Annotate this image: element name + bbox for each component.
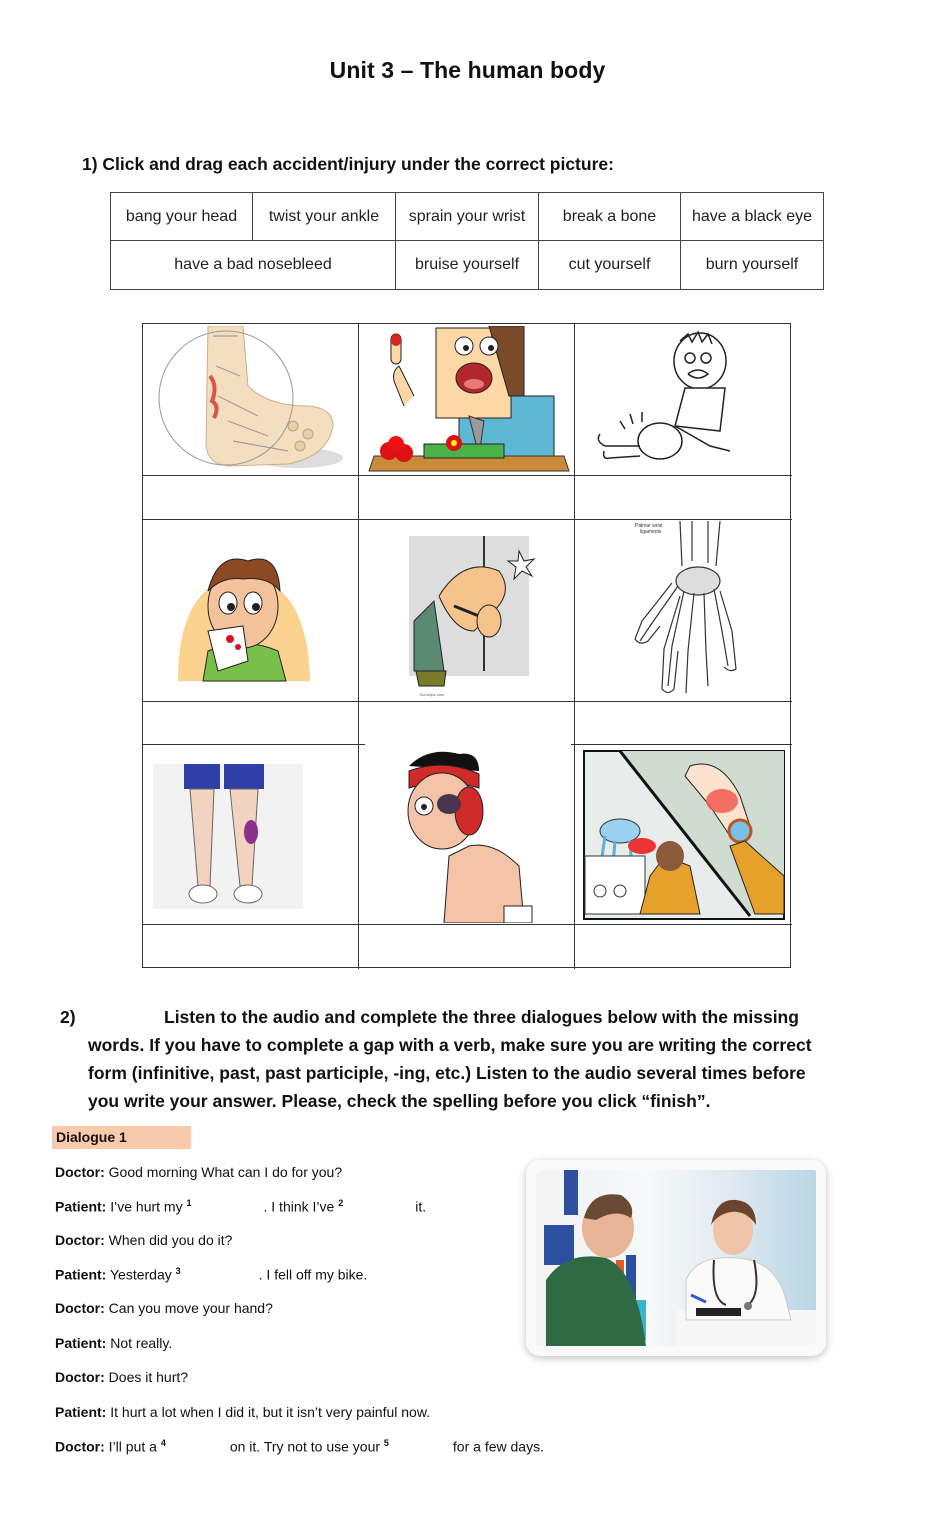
dialogue-text: it. — [415, 1198, 427, 1215]
svg-text:Toonclips.com: Toonclips.com — [419, 692, 445, 697]
gap-number: 1 — [186, 1198, 192, 1208]
speaker-label: Patient: — [55, 1335, 107, 1351]
exercise-2-number: 2) — [60, 1007, 76, 1027]
gap-input-5[interactable] — [389, 1439, 453, 1457]
draggable-word-burn-yourself[interactable]: burn yourself — [705, 256, 799, 273]
gap-number: 5 — [383, 1438, 389, 1448]
dialogue-line — [55, 1300, 273, 1316]
draggable-word-have-a-black-eye[interactable]: have a black eye — [691, 207, 813, 225]
answer-drop-zone-1[interactable] — [143, 476, 358, 519]
dialogue-text: Does it hurt? — [104, 1369, 189, 1385]
draggable-word-bang-your-head[interactable]: bang your head — [111, 193, 253, 240]
dialogue-text: Can you move your hand? — [104, 1300, 273, 1316]
dialogue-line — [55, 1198, 426, 1217]
grid-divider — [574, 324, 575, 969]
answer-drop-zone-6[interactable] — [575, 702, 791, 744]
dialogue-text: for a few days. — [452, 1438, 544, 1455]
dialogue-text: I’ve hurt my — [106, 1198, 187, 1215]
draggable-word-bruise-yourself[interactable]: bruise yourself — [396, 241, 539, 289]
broken-leg-sketch-icon — [580, 326, 788, 474]
draggable-word-sprain-your-wrist[interactable]: sprain your wrist — [396, 193, 539, 240]
dialogue-line — [55, 1266, 367, 1285]
burned-hand-illustration-icon — [580, 746, 788, 923]
draggable-word-twist-your-ankle[interactable]: twist your ankle — [253, 193, 396, 240]
gap-number: 2 — [338, 1198, 344, 1208]
bruised-leg-illustration-icon — [148, 746, 356, 923]
dialogue-text: Not really. — [106, 1335, 173, 1351]
dialogue-text: . I think I’ve — [263, 1198, 339, 1215]
bang-head-cartoon-icon — [364, 521, 572, 699]
speaker-label: Doctor: — [55, 1300, 105, 1316]
dialogue-text: Yesterday — [106, 1266, 176, 1283]
injured-ankle-illustration-icon — [148, 326, 356, 474]
dialogue-text: I’ll put a — [104, 1438, 161, 1455]
speaker-label: Doctor: — [55, 1232, 105, 1248]
gap-input-3[interactable] — [181, 1267, 259, 1285]
black-eye-boxer-cartoon-icon — [364, 746, 572, 923]
speaker-label: Doctor: — [55, 1164, 105, 1180]
grid-divider — [358, 324, 359, 969]
draggable-word-cut-yourself[interactable]: cut yourself — [539, 241, 681, 289]
dialogue-text: It hurt a lot when I did it, but it isn’t very painful now. — [106, 1404, 431, 1420]
dialogue-line — [55, 1369, 188, 1385]
gap-input-4[interactable] — [166, 1439, 230, 1457]
gap-input-1[interactable] — [192, 1199, 264, 1217]
palmar-wrist-label: Palmar wrist — [635, 523, 663, 529]
dialogue-text: Good morning What can I do for you? — [104, 1164, 343, 1180]
draggable-word-have-a-bad-nosebleed[interactable]: have a bad nosebleed — [111, 241, 396, 289]
speaker-label: Patient: — [55, 1266, 107, 1283]
doctor-patient-photo-icon — [536, 1170, 816, 1346]
answer-drop-zone-2[interactable] — [359, 476, 574, 519]
word-bank-row-2 — [111, 241, 823, 289]
gap-input-2[interactable] — [343, 1199, 415, 1217]
instruction-line-3: form (infinitive, past, past participle, -ing, etc.) Listen to the audio several times before — [88, 1063, 806, 1083]
speaker-label: Doctor: — [55, 1369, 105, 1385]
cut-finger-cartoon-icon — [364, 326, 572, 474]
answer-drop-zone-9[interactable] — [575, 925, 791, 968]
dialogue-1-heading: Dialogue 1 — [52, 1126, 191, 1149]
dialogue-text: on it. Try not to use your — [229, 1438, 384, 1455]
draggable-word-break-a-bone[interactable]: break a bone — [539, 193, 681, 240]
wrist-xray-illustration-icon — [580, 521, 788, 699]
speaker-label: Doctor: — [55, 1438, 105, 1455]
speaker-label: Patient: — [55, 1198, 107, 1215]
speaker-label: Patient: — [55, 1404, 107, 1420]
gap-number: 3 — [175, 1266, 181, 1276]
instruction-line-1: Listen to the audio and complete the three dialogues below with the missing — [164, 1007, 799, 1027]
word-bank-row-1 — [111, 193, 823, 241]
dialogue-line — [55, 1335, 172, 1351]
page-title: Unit 3 – The human body — [329, 57, 606, 83]
nosebleed-cartoon-icon — [148, 521, 356, 699]
instruction-line-2: words. If you have to complete a gap with a verb, make sure you are writing the correct — [88, 1035, 812, 1055]
picture-grid — [142, 323, 791, 968]
dialogue-text: When did you do it? — [104, 1232, 233, 1248]
answer-drop-zone-4[interactable] — [143, 702, 358, 744]
svg-text:ligaments: ligaments — [640, 529, 662, 535]
instruction-line-4: you write your answer. Please, check the spelling before you click “finish”. — [88, 1091, 711, 1111]
answer-drop-zone-3[interactable] — [575, 476, 791, 519]
dialogue-line — [55, 1164, 342, 1180]
answer-drop-zone-8[interactable] — [359, 925, 574, 968]
dialogue-line — [55, 1404, 430, 1420]
answer-drop-zone-5[interactable] — [359, 702, 574, 744]
word-bank — [110, 192, 824, 290]
dialogue-line — [55, 1232, 232, 1248]
dialogue-line — [55, 1438, 544, 1457]
gap-number: 4 — [160, 1438, 166, 1448]
photo-frame — [526, 1160, 826, 1356]
dialogue-text: . I fell off my bike. — [258, 1266, 368, 1283]
answer-drop-zone-7[interactable] — [143, 925, 358, 968]
exercise-1-instruction: 1) Click and drag each accident/injury under the correct picture: — [82, 154, 614, 174]
